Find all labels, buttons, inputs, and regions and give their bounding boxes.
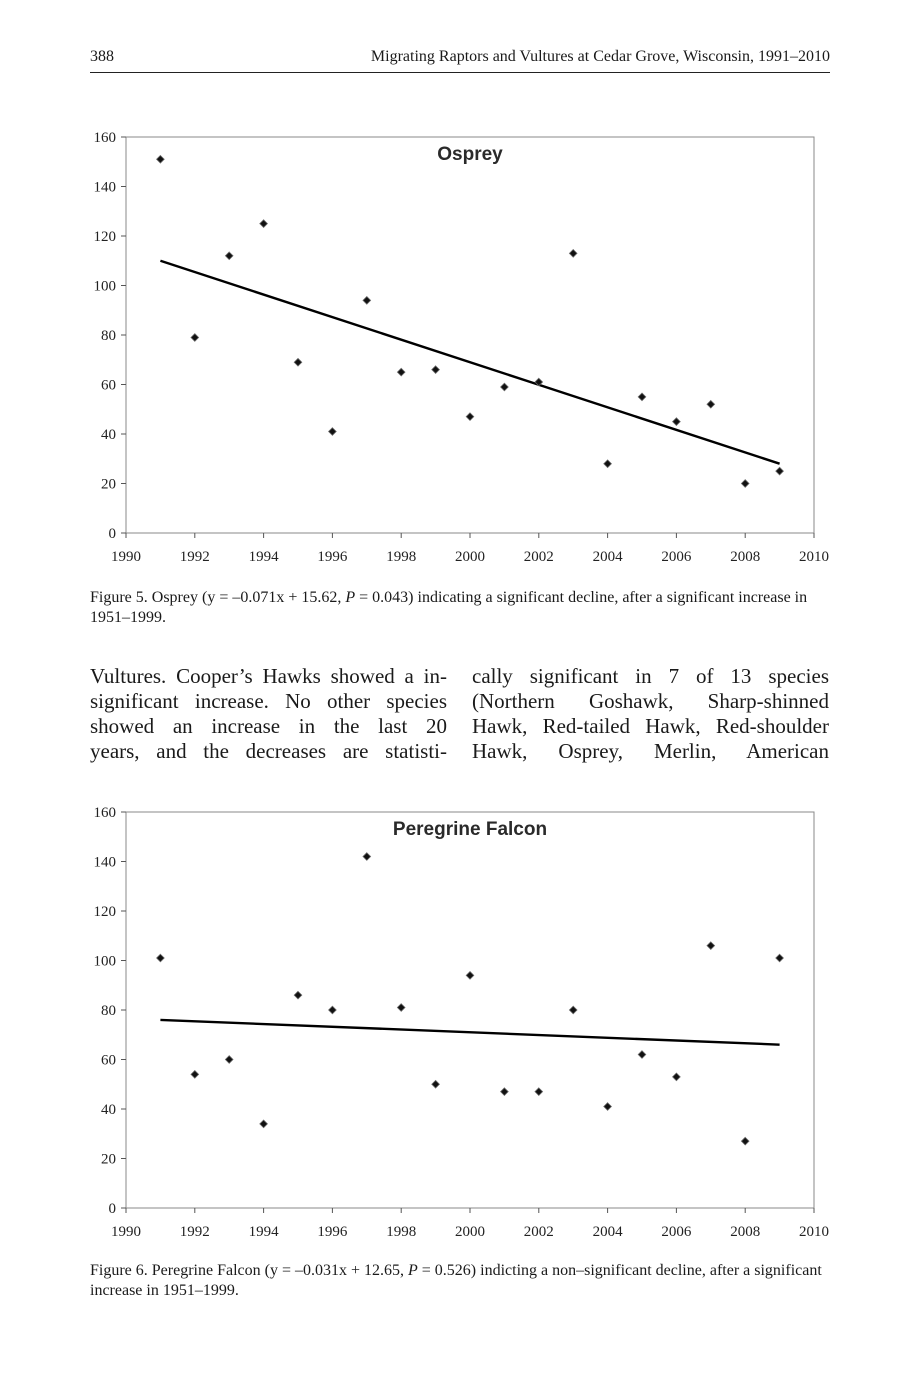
data-point bbox=[260, 1120, 268, 1128]
x-tick-label: 1992 bbox=[179, 1224, 210, 1240]
body-line: Hawk, Red-tailed Hawk, Red-shoulder bbox=[472, 714, 829, 738]
y-tick-label: 160 bbox=[93, 130, 116, 146]
page-number: 388 bbox=[90, 48, 114, 65]
data-point bbox=[776, 467, 784, 475]
figure-6-caption-suffix: = 0.526) indicting a non–significant decline, after a significant increase in 1951–1999. bbox=[90, 1262, 822, 1299]
data-point bbox=[466, 972, 474, 980]
trendline bbox=[160, 261, 779, 464]
x-tick-label: 2006 bbox=[661, 1224, 692, 1240]
data-point bbox=[501, 1088, 509, 1096]
data-point bbox=[432, 366, 440, 374]
y-tick-label: 160 bbox=[93, 805, 116, 821]
body-text-right-column bbox=[472, 664, 829, 764]
x-tick-label: 1996 bbox=[317, 1224, 348, 1240]
plot-frame bbox=[126, 137, 814, 533]
x-tick-label: 2006 bbox=[661, 549, 692, 565]
figure-6-caption bbox=[90, 1261, 830, 1301]
figure-5-caption-prefix: Figure 5. Osprey (y = –0.071x + 15.62, bbox=[90, 589, 346, 606]
osprey-scatter-plot bbox=[80, 125, 840, 565]
x-tick-label: 2008 bbox=[730, 1224, 761, 1240]
data-point bbox=[294, 991, 302, 999]
y-tick-label: 100 bbox=[93, 278, 116, 295]
chart-title: Peregrine Falcon bbox=[392, 819, 548, 840]
x-tick-label: 2002 bbox=[523, 1224, 554, 1240]
y-tick-label: 60 bbox=[101, 1052, 116, 1069]
data-point bbox=[741, 480, 749, 488]
y-tick-label: 0 bbox=[108, 526, 116, 542]
body-line: (Northern Goshawk, Sharp-shinned bbox=[472, 689, 829, 713]
data-point bbox=[225, 1056, 233, 1064]
x-tick-label: 1998 bbox=[386, 1224, 417, 1240]
y-tick-label: 140 bbox=[93, 179, 116, 196]
data-point bbox=[157, 954, 165, 962]
x-tick-label: 2002 bbox=[523, 549, 554, 565]
chart-title: Osprey bbox=[437, 144, 503, 165]
x-tick-label: 1990 bbox=[111, 1224, 141, 1240]
y-tick-label: 140 bbox=[93, 854, 116, 871]
body-text-left-column bbox=[90, 664, 447, 764]
y-tick-label: 20 bbox=[101, 476, 116, 493]
data-point bbox=[397, 368, 405, 376]
data-point bbox=[191, 1071, 199, 1079]
data-point bbox=[604, 1103, 612, 1111]
running-header bbox=[90, 48, 830, 70]
y-tick-label: 120 bbox=[93, 229, 116, 245]
x-tick-label: 1994 bbox=[248, 549, 279, 565]
body-line: cally significant in 7 of 13 species bbox=[472, 664, 829, 688]
data-point bbox=[294, 358, 302, 366]
x-tick-label: 2004 bbox=[592, 549, 623, 565]
y-tick-label: 100 bbox=[93, 953, 116, 970]
x-tick-label: 2000 bbox=[455, 1224, 485, 1240]
data-point bbox=[535, 1088, 543, 1096]
header-rule bbox=[90, 72, 830, 73]
data-point bbox=[432, 1080, 440, 1088]
x-tick-label: 1990 bbox=[111, 549, 141, 565]
data-point bbox=[604, 460, 612, 468]
figure-5-p-symbol: P bbox=[345, 589, 356, 606]
data-point bbox=[569, 250, 577, 258]
x-tick-label: 2008 bbox=[730, 549, 761, 565]
data-point bbox=[707, 942, 715, 950]
x-tick-label: 2004 bbox=[592, 1224, 623, 1240]
body-line: significant increase. No other species bbox=[90, 689, 447, 713]
y-tick-label: 0 bbox=[108, 1201, 116, 1217]
body-line: years, and the decreases are statisti- bbox=[90, 739, 447, 763]
data-point bbox=[638, 1051, 646, 1059]
data-point bbox=[329, 1006, 337, 1014]
data-point bbox=[638, 393, 646, 401]
y-tick-label: 120 bbox=[93, 904, 116, 920]
body-line: showed an increase in the last 20 bbox=[90, 714, 447, 738]
osprey-chart bbox=[80, 125, 840, 565]
x-tick-label: 2000 bbox=[455, 549, 485, 565]
figure-5-caption-suffix: = 0.043) indicating a significant decline, after a significant increase in 1951–1999. bbox=[90, 589, 808, 626]
y-tick-label: 80 bbox=[101, 1003, 116, 1019]
data-point bbox=[363, 297, 371, 305]
plot-frame bbox=[126, 812, 814, 1208]
y-tick-label: 40 bbox=[101, 1102, 116, 1118]
y-tick-label: 20 bbox=[101, 1151, 116, 1168]
x-tick-label: 1992 bbox=[179, 549, 210, 565]
figure-6-p-symbol: P bbox=[408, 1262, 418, 1279]
data-point bbox=[776, 954, 784, 962]
y-tick-label: 80 bbox=[101, 328, 116, 344]
data-point bbox=[501, 383, 509, 391]
body-line: Vultures. Cooper’s Hawks showed a in- bbox=[90, 664, 447, 688]
x-tick-label: 2010 bbox=[799, 1224, 829, 1240]
running-title: Migrating Raptors and Vultures at Cedar Grove, Wisconsin, 1991–2010 bbox=[370, 48, 830, 65]
data-point bbox=[191, 334, 199, 342]
trendline bbox=[160, 1020, 779, 1045]
x-tick-label: 1994 bbox=[248, 1224, 279, 1240]
x-tick-label: 1996 bbox=[317, 549, 348, 565]
data-point bbox=[260, 220, 268, 228]
data-point bbox=[673, 1073, 681, 1081]
x-tick-label: 2010 bbox=[799, 549, 829, 565]
data-point bbox=[157, 155, 165, 163]
data-point bbox=[569, 1006, 577, 1014]
data-point bbox=[225, 252, 233, 260]
data-point bbox=[741, 1137, 749, 1145]
data-point bbox=[673, 418, 681, 426]
y-tick-label: 40 bbox=[101, 427, 116, 443]
peregrine-falcon-scatter-plot bbox=[80, 800, 840, 1240]
body-line: Hawk, Osprey, Merlin, American bbox=[472, 739, 829, 763]
y-tick-label: 60 bbox=[101, 377, 116, 394]
data-point bbox=[707, 401, 715, 409]
peregrine-falcon-chart bbox=[80, 800, 840, 1240]
data-point bbox=[329, 428, 337, 436]
data-point bbox=[466, 413, 474, 421]
x-tick-label: 1998 bbox=[386, 549, 417, 565]
figure-6-caption-prefix: Figure 6. Peregrine Falcon (y = –0.031x + 12.65, bbox=[90, 1262, 408, 1279]
data-point bbox=[397, 1004, 405, 1012]
data-point bbox=[363, 853, 371, 861]
figure-5-caption bbox=[90, 588, 830, 628]
